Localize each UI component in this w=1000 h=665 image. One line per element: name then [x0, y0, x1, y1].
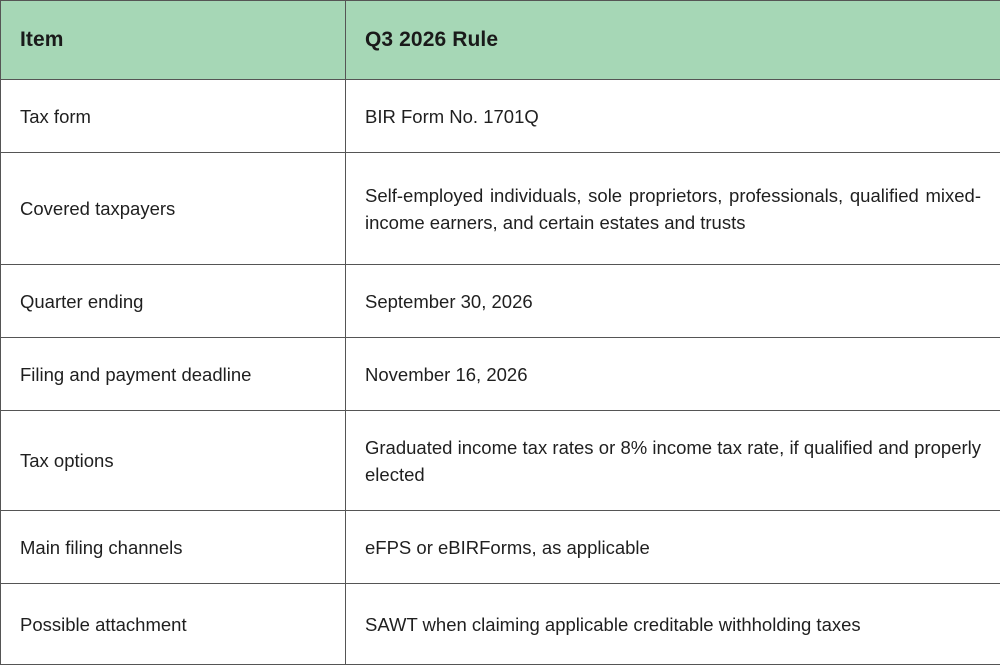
header-row	[1, 1, 1000, 80]
item-cell: Quarter ending	[1, 265, 346, 338]
rule-cell: eFPS or eBIRForms, as applicable	[346, 511, 1000, 584]
rule-cell: Self-employed individuals, sole proprietors, professionals, qualified mixed-income earners, and certain estates and trusts	[346, 153, 1000, 265]
header-q3-2026-rule: Q3 2026 Rule	[346, 1, 1000, 80]
table-row	[1, 584, 1000, 665]
table-row	[1, 411, 1000, 511]
table-row	[1, 153, 1000, 265]
rule-cell: SAWT when claiming applicable creditable withholding taxes	[346, 584, 1000, 665]
item-cell: Covered taxpayers	[1, 153, 346, 265]
table-row	[1, 338, 1000, 411]
item-cell: Main filing channels	[1, 511, 346, 584]
item-cell: Possible attachment	[1, 584, 346, 665]
table-row	[1, 265, 1000, 338]
item-cell: Tax options	[1, 411, 346, 511]
rule-cell: November 16, 2026	[346, 338, 1000, 411]
item-cell: Filing and payment deadline	[1, 338, 346, 411]
table-body	[1, 80, 1000, 665]
table-row	[1, 80, 1000, 153]
item-cell: Tax form	[1, 80, 346, 153]
rule-cell: Graduated income tax rates or 8% income tax rate, if qualified and properly elected	[346, 411, 1000, 511]
rule-cell: BIR Form No. 1701Q	[346, 80, 1000, 153]
header-item: Item	[1, 1, 346, 80]
rule-cell: September 30, 2026	[346, 265, 1000, 338]
table-header	[1, 1, 1000, 80]
table-row	[1, 511, 1000, 584]
